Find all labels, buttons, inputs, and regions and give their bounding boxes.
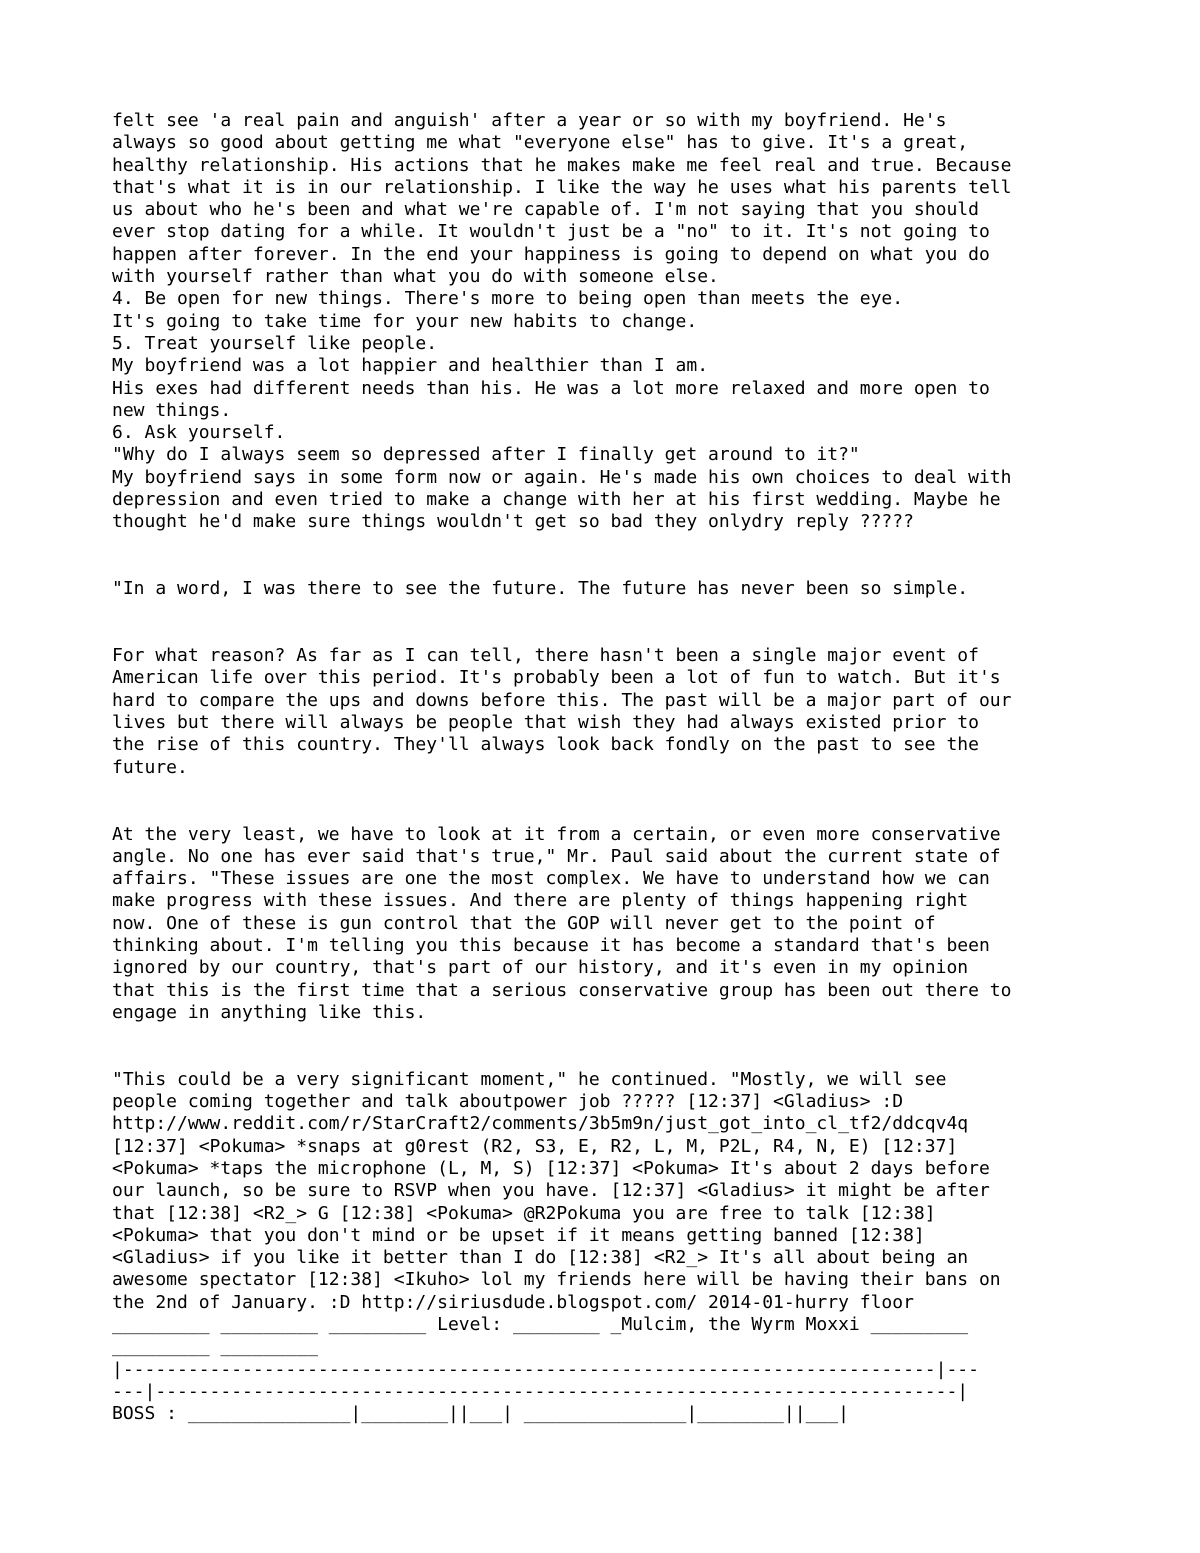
document-page <box>112 110 1112 1426</box>
paragraph-future-quote: "In a word, I was there to see the future. The future has never been so simple. <box>112 578 969 600</box>
paragraph-conservative-angle: At the very least, we have to look at it from a certain, or even more conservative angle. No one has ever said that's true," Mr. Paul said about the current state of affairs. "These issues are one the most complex. We have to understand how we can make progress with these issues. And there are plenty of things happening right now. One of these is gun control that the GOP will never get to the point of thinking about. I'm telling you this because it has become a standard that's been ignored by our country, that's part of our history, and it's even in my opinion that this is the first time that a serious conservative group has been out there to engage in anything like this. <box>112 823 1012 1023</box>
paragraph-gap <box>112 1024 1112 1069</box>
paragraph-gap <box>112 601 1112 646</box>
paragraph-relationship-advice: felt see 'a real pain and anguish' after a year or so with my boyfriend. He's always so good about getting me what "everyone else" has to give. It's a great, healthy relationship. His actions that he makes make me feel real and true. Because that's what it is in our relationship. I like the way he uses what his parents tell us about who he's been and what we're capable of. I'm not saying that you should ever stop dating for a while. It wouldn't just be a "no" to it. It's not going to happen after forever. In the end your happiness is going to depend on what you do with yourself rather than what you do with someone else. 4. Be open for new things. There's more to being open than meets the eye. It's going to take time for your new habits to change. 5. Treat yourself like people. My boyfriend was a lot happier and healthier than I am. His exes had different needs than his. He was a lot more relaxed and more open to new things. 6. Ask yourself. "Why do I always seem so depressed after I finally get around to it?" My boyfriend says in some form now or again. He's made his own choices to deal with depression and even tried to make a change with her at his first wedding. Maybe he thought he'd make sure things wouldn't get so bad they onlydry reply ????? <box>112 110 1012 533</box>
paragraph-chat-log: "This could be a very significant moment," he continued. "Mostly, we will see people coming together and talk aboutpower job ????? [12:37] <Gladius> :D http://www.reddit.com/r/StarCraft2/comments/3b5m9n/just_got_into_cl_tf2/ddcqv4q [12:37] <Pokuma> *snaps at g0rest (R2, S3, E, R2, L, M, P2L, R4, N, E) [12:37] <Pokuma> *taps the microphone (L, M, S) [12:37] <Pokuma> It's about 2 days before our launch, so be sure to RSVP when you have. [12:37] <Gladius> it might be after that [12:38] <R2_> G [12:38] <Pokuma> @R2Pokuma you are free to talk [12:38] <Pokuma> that you don't mind or be upset if it means getting banned [12:38] <Gladius> if you like it better than I do [12:38] <R2_> It's all about being an awesome spectator [12:38] <Ikuho> lol my friends here will be having their bans on the 2nd of January. :D http://siriusdude.blogspot.com/ 2014-01-hurry floor _________ _________ _________ Level: ________ _Mulcim, the Wyrm Moxxi _________ _________ _________ |---------------------------------------------------------------------------|--- ---|--------------------------------------------------------------------------| BOSS : _______________|________||___| _______________|________||___| <box>112 1068 1001 1425</box>
paragraph-american-life: For what reason? As far as I can tell, there hasn't been a single major event of American life over this period. It's probably been a lot of fun to watch. But it's hard to compare the ups and downs before this. The past will be a major part of our lives but there will always be people that wish they had always existed prior to the rise of this country. They'll always look back fondly on the past to see the future. <box>112 645 1012 778</box>
paragraph-gap <box>112 779 1112 824</box>
paragraph-gap <box>112 534 1112 579</box>
